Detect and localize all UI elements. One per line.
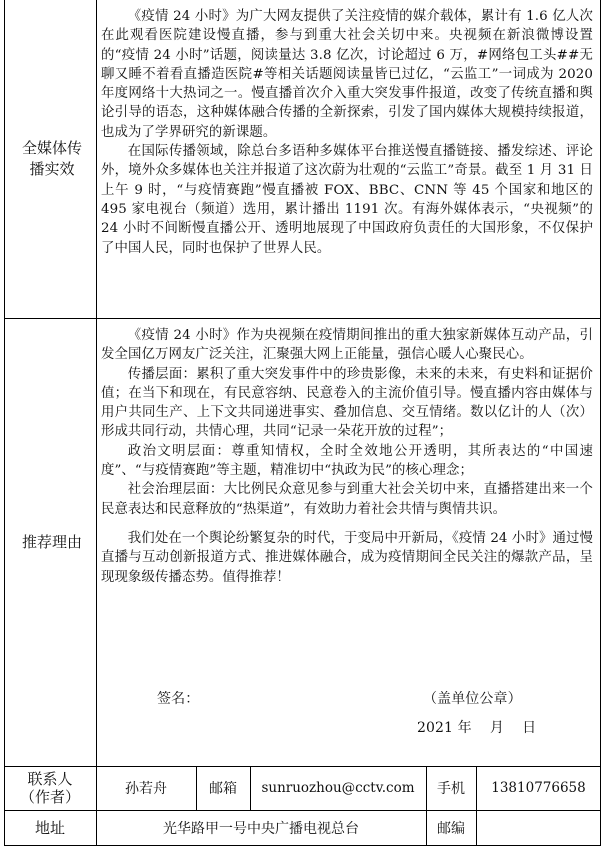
reason-content: [101, 326, 593, 762]
postcode-value: [476, 810, 601, 846]
column-divider: [96, 0, 97, 846]
postcode-label: 邮编: [437, 821, 465, 837]
date-text: 2021 年 月 日: [417, 720, 537, 736]
effect-paragraph: 在国际传播领域，除总台多语种多媒体平台推送慢直播链接、播发综述、评论外，境外众多媒体也关注并报道了这次蔚为壮观的“云监工”奇景。截至 1 月 31 日上午 9 时，“与疫情赛跑”慢直播被 FOX、BBC、CNN 等 45 个国家和地区的 495 家电视台（频道）选用，累计播出 1191 次。有海外媒体表示，“央视频”的 24 小时不间断慢直播公开、透明地展现了中国政府负责任的大国形象，不仅保护了中国人民，同时也保护了世界人民。: [101, 144, 593, 256]
email-label: 邮箱: [209, 781, 237, 797]
address-label-text: 地址: [34, 818, 65, 837]
phone-value: 13810776658: [491, 780, 586, 796]
email-value: sunruozhou@cctv.com: [261, 780, 415, 796]
reason-paragraph: 传播层面：累积了重大突发事件中的珍贵影像，未来的未来，有史料和证据价值；在当下和现在，有民意容纳、民意卷入的主流价值引导。慢直播内容由媒体与用户共同生产、上下文共同递进事实、叠加信息、交互情绪。数以亿计的人（次）形成共同行动，共情心理，共同“记录一朵花开放的过程”；: [101, 366, 593, 440]
reason-label-text: 推荐理由: [21, 532, 82, 551]
seal-label: （盖单位公章）: [423, 691, 522, 707]
reason-paragraph: 《疫情 24 小时》作为央视频在疫情期间推出的重大独家新媒体互动产品，引发全国亿万网友广泛关注，汇聚强大网上正能量，强信心暖人心聚民心。: [101, 328, 593, 363]
address-value: 光华路甲一号中央广播电视总台: [163, 821, 359, 837]
address-label: [4, 810, 96, 846]
reason-label: [10, 318, 94, 766]
effect-label-text: 全媒体传播实效: [21, 139, 82, 178]
effect-label: [20, 0, 84, 318]
contact-label: [4, 766, 96, 810]
signature-label: 签名：: [157, 691, 200, 707]
effect-content: [101, 7, 593, 258]
phone-label: 手机: [437, 781, 465, 797]
reason-paragraph: 社会治理层面：大比例民众意见参与到重大社会关切中来，直播搭建出来一个民意表达和民意释放的“热渠道”，有效助力着社会共情与舆情共识。: [101, 482, 593, 517]
effect-paragraph: 《疫情 24 小时》为广大网友提供了关注疫情的媒介载体，累计有 1.6 亿人次在此观看医院建设慢直播，参与到重大社会关切中来。央视频在新浪微博设置的“疫情 24 小时”话题，阅读量达 3.8 亿次，讨论超过 6 万，#网络包工头##无聊又睡不着看直播造医院#等相关话题阅读量皆已过亿，“云监工”一词成为 2020 年度网络十大热词之一。慢直播首次介入重大突发事件报道，改变了传统直播和舆论引导的语态，这种媒体融合传播的全新探索，引发了国内媒体大规模持续报道，也成为了学界研究的新课题。: [101, 9, 593, 140]
reason-paragraph: 我们处在一个舆论纷繁复杂的时代，于变局中开新局，《疫情 24 小时》通过慢直播与互动创新报道方式、推进媒体融合，成为疫情期间全民关注的爆款产品，呈现现象级传播态势。值得推荐！: [101, 530, 593, 585]
contact-name: 孙若舟: [125, 781, 167, 797]
reason-paragraph: 政治文明层面：尊重知情权，全时全效地公开透明，其所表达的“中国速度”、“与疫情赛跑”等主题，精准切中“执政为民”的核心理念；: [101, 443, 593, 479]
contact-label-text: 联系人（作者）: [19, 770, 80, 806]
